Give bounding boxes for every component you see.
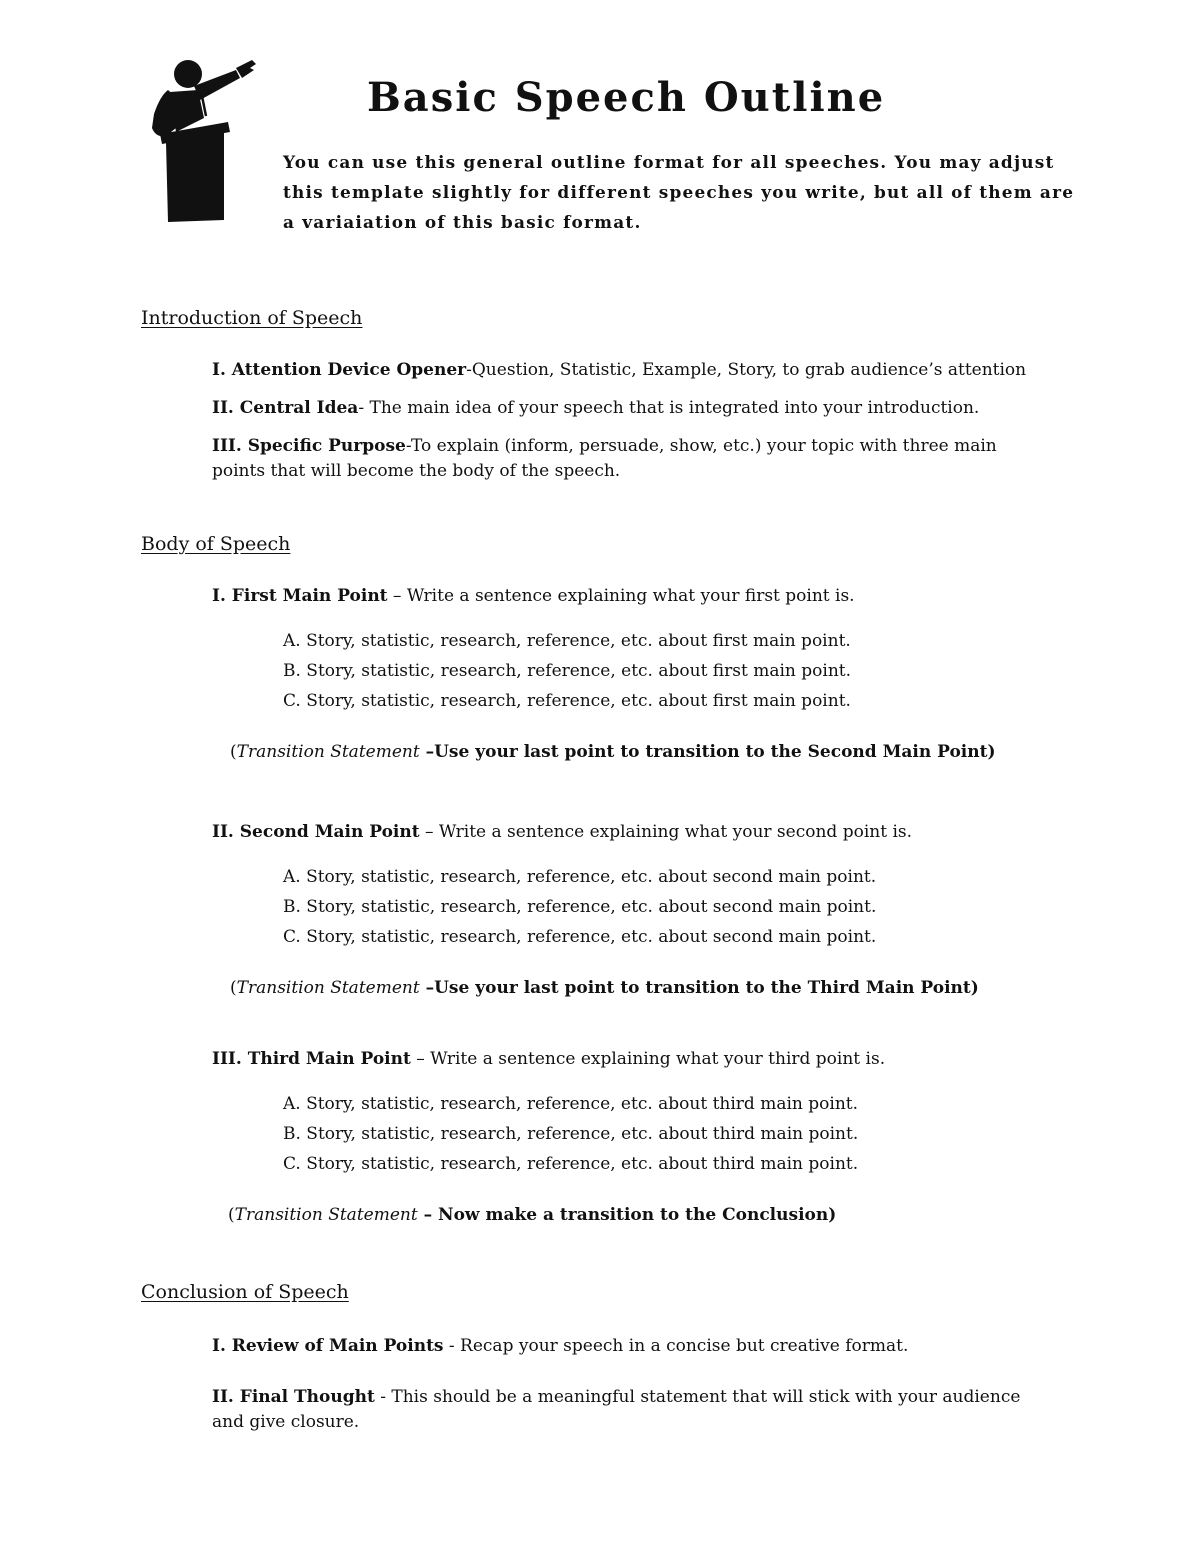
- transition-statement-2: (Transition Statement –Use your last point to transition to the Third Main Point): [230, 978, 979, 998]
- intro-item-specific-purpose: III. Specific Purpose-To explain (inform, persuade, show, etc.) your topic with three main: [212, 436, 997, 456]
- list-item: B. Story, statistic, research, reference, etc. about second main point.: [283, 897, 877, 917]
- conclusion-item-final-thought-cont: and give closure.: [212, 1412, 360, 1432]
- body-point-third: III. Third Main Point – Write a sentence explaining what your third point is.: [212, 1049, 886, 1069]
- intro-line: this template slightly for different speeches you write, but all of them are: [283, 183, 1075, 203]
- list-item: A. Story, statistic, research, reference, etc. about second main point.: [283, 867, 877, 887]
- list-item: A. Story, statistic, research, reference, etc. about third main point.: [283, 1094, 859, 1114]
- list-item: A. Story, statistic, research, reference, etc. about first main point.: [283, 631, 851, 651]
- transition-statement-3: (Transition Statement – Now make a transition to the Conclusion): [228, 1205, 837, 1225]
- intro-item-central-idea: II. Central Idea- The main idea of your speech that is integrated into your introduction.: [212, 398, 980, 418]
- list-item: C. Story, statistic, research, reference, etc. about second main point.: [283, 927, 877, 947]
- body-point-second: II. Second Main Point – Write a sentence explaining what your second point is.: [212, 822, 913, 842]
- intro-line: a variaiation of this basic format.: [283, 213, 642, 233]
- section-heading-introduction: Introduction of Speech: [141, 307, 363, 329]
- list-item: C. Story, statistic, research, reference, etc. about third main point.: [283, 1154, 859, 1174]
- conclusion-item-final-thought: II. Final Thought - This should be a meaningful statement that will stick with your audience: [212, 1387, 1021, 1407]
- list-item: B. Story, statistic, research, reference, etc. about third main point.: [283, 1124, 859, 1144]
- section-heading-conclusion: Conclusion of Speech: [141, 1281, 349, 1303]
- list-item: B. Story, statistic, research, reference, etc. about first main point.: [283, 661, 852, 681]
- body-point-first: I. First Main Point – Write a sentence explaining what your first point is.: [212, 586, 855, 606]
- body-point-second-subs: [283, 862, 876, 952]
- conclusion-item-review: I. Review of Main Points - Recap your speech in a concise but creative format.: [212, 1336, 909, 1356]
- section-heading-body: Body of Speech: [141, 533, 291, 555]
- intro-line: You can use this general outline format for all speeches. You may adjust: [283, 153, 1055, 173]
- speaker-at-podium-icon: [146, 56, 262, 226]
- transition-statement-1: (Transition Statement –Use your last point to transition to the Second Main Point): [230, 742, 996, 762]
- intro-item-attention: I. Attention Device Opener-Question, Statistic, Example, Story, to grab audience’s attention: [212, 360, 1027, 380]
- intro-item-specific-purpose-cont: points that will become the body of the speech.: [212, 461, 621, 481]
- list-item: C. Story, statistic, research, reference, etc. about first main point.: [283, 691, 851, 711]
- body-point-third-subs: [283, 1089, 858, 1179]
- intro-paragraph: [283, 148, 1073, 238]
- body-point-first-subs: [283, 626, 851, 716]
- page-title: Basic Speech Outline: [367, 74, 886, 121]
